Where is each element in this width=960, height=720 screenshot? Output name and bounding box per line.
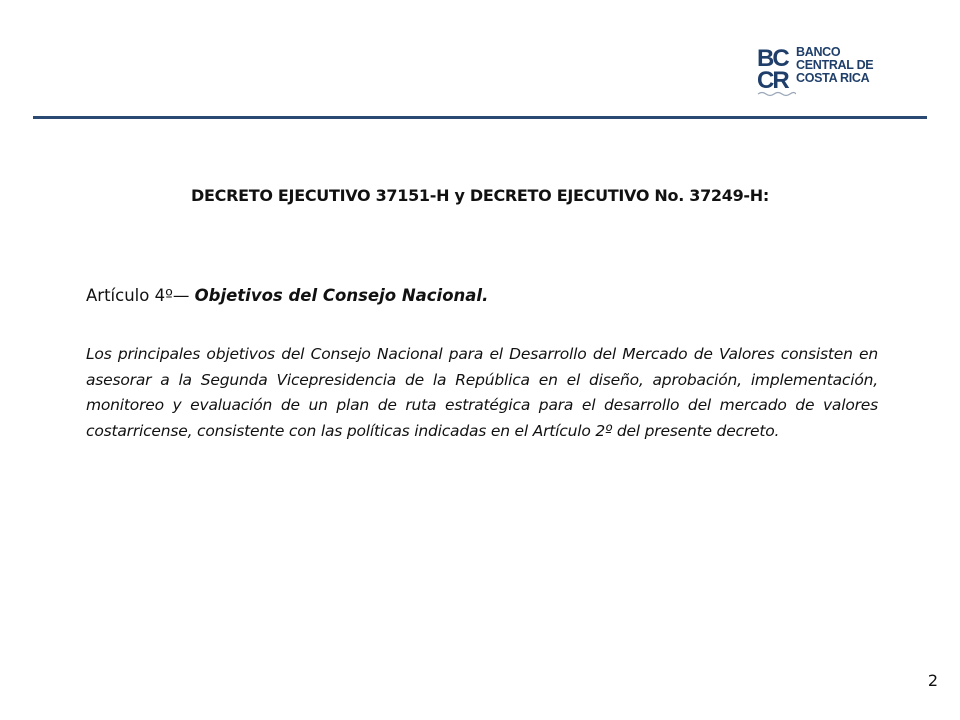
monogram-top: BC [757, 45, 788, 72]
monogram-bottom: CR [757, 67, 788, 94]
article-prefix: Artículo 4º— [86, 286, 195, 305]
header-divider [33, 116, 927, 119]
page-number: 2 [927, 671, 938, 690]
bccr-monogram-icon [756, 44, 796, 100]
logo-line-2: CENTRAL DE [796, 58, 874, 72]
logo-line-1: BANCO [796, 45, 841, 59]
bccr-logo [756, 44, 886, 100]
logo-wordmark [796, 46, 873, 85]
article-body: Los principales objetivos del Consejo Nacional para el Desarrollo del Mercado de Valores consisten en asesorar a la Segunda Vicepresidencia de la República en el diseño, aprobación, implementación, monitoreo y evaluación de un plan de ruta estratégica para el desarrollo del mercado de valores costarricense, consistente con las políticas indicadas en el Artículo 2º del presente decreto. [86, 345, 878, 440]
article-heading [86, 286, 488, 305]
logo-line-3: COSTA RICA [796, 71, 870, 85]
page-title: DECRETO EJECUTIVO 37151-H y DECRETO EJECUTIVO No. 37249-H: [191, 186, 769, 205]
article-title: Objetivos del Consejo Nacional. [194, 286, 489, 305]
